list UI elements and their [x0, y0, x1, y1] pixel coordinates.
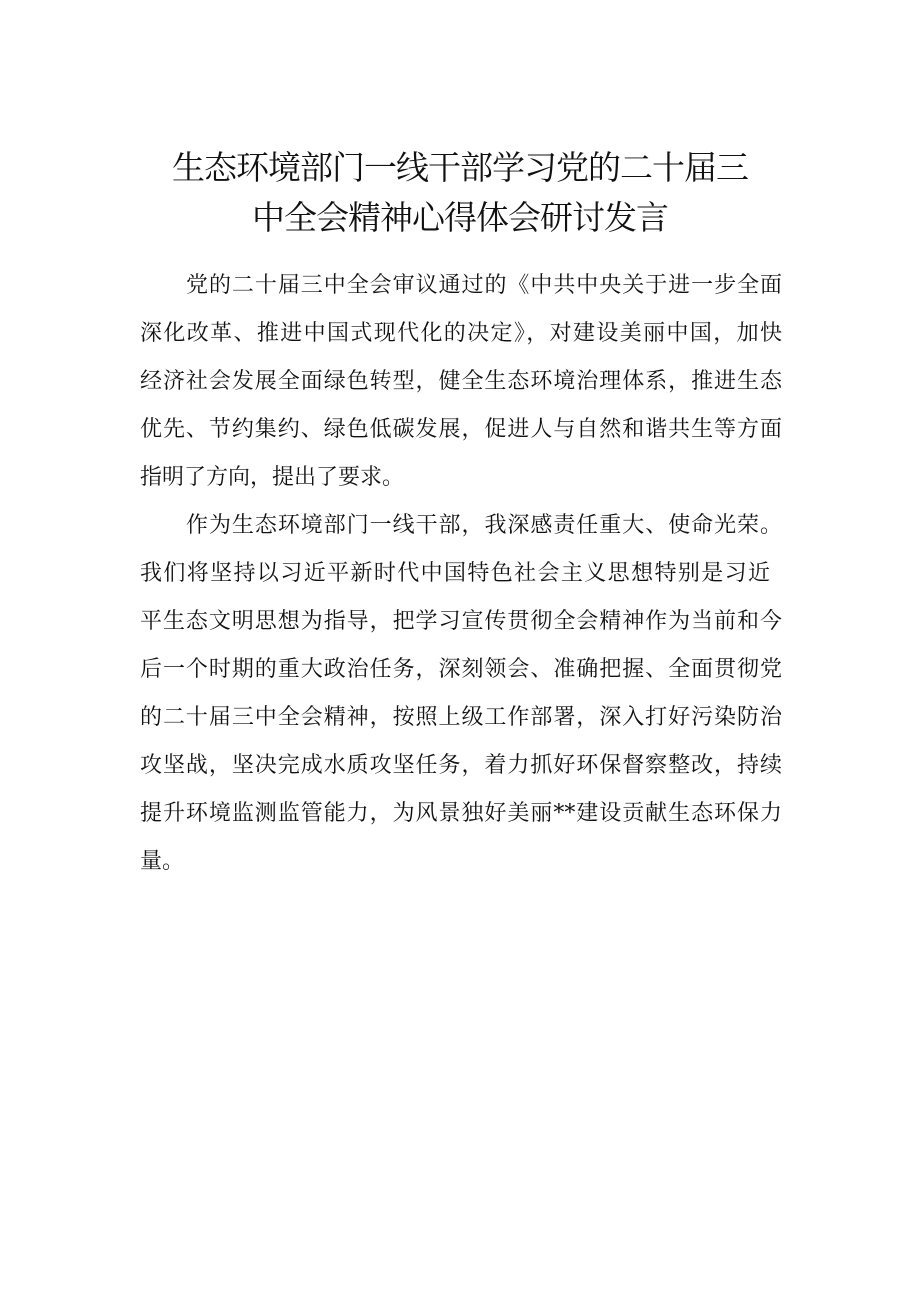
- paragraph-line: 深化改革、推进中国式现代化的决定》，对建设美丽中国，加快: [140, 321, 782, 346]
- paragraph-line: 后一个时期的重大政治任务，深刻领会、准确把握、全面贯彻党: [140, 657, 782, 682]
- paragraph-line: 指明了方向，提出了要求。: [140, 465, 405, 490]
- paragraph-line: 平生态文明思想为指导，把学习宣传贯彻全会精神作为当前和今: [140, 609, 782, 634]
- paragraph-line: 攻坚战，坚决完成水质攻坚任务，着力抓好环保督察整改，持续: [140, 753, 782, 778]
- paragraph-line: 提升环境监测监管能力，为风景独好美丽**建设贡献生态环保力: [140, 801, 782, 826]
- paragraph-line: 优先、节约集约、绿色低碳发展，促进人与自然和谐共生等方面: [140, 417, 782, 442]
- paragraph-line: 作为生态环境部门一线干部，我深感责任重大、使命光荣。: [186, 513, 782, 538]
- document-title-line-2: 中全会精神心得体会研讨发言: [252, 198, 668, 237]
- paragraph-line: 量。: [140, 849, 185, 874]
- paragraph-line: 党的二十届三中全会审议通过的《中共中央关于进一步全面: [186, 273, 782, 298]
- document-title-line-1: 生态环境部门一线干部学习党的二十届三: [172, 148, 748, 187]
- paragraph-line: 经济社会发展全面绿色转型，健全生态环境治理体系，推进生态: [140, 369, 782, 394]
- paragraph-line: 的二十届三中全会精神，按照上级工作部署，深入打好污染防治: [140, 705, 782, 730]
- paragraph-line: 我们将坚持以习近平新时代中国特色社会主义思想特别是习近: [140, 561, 770, 586]
